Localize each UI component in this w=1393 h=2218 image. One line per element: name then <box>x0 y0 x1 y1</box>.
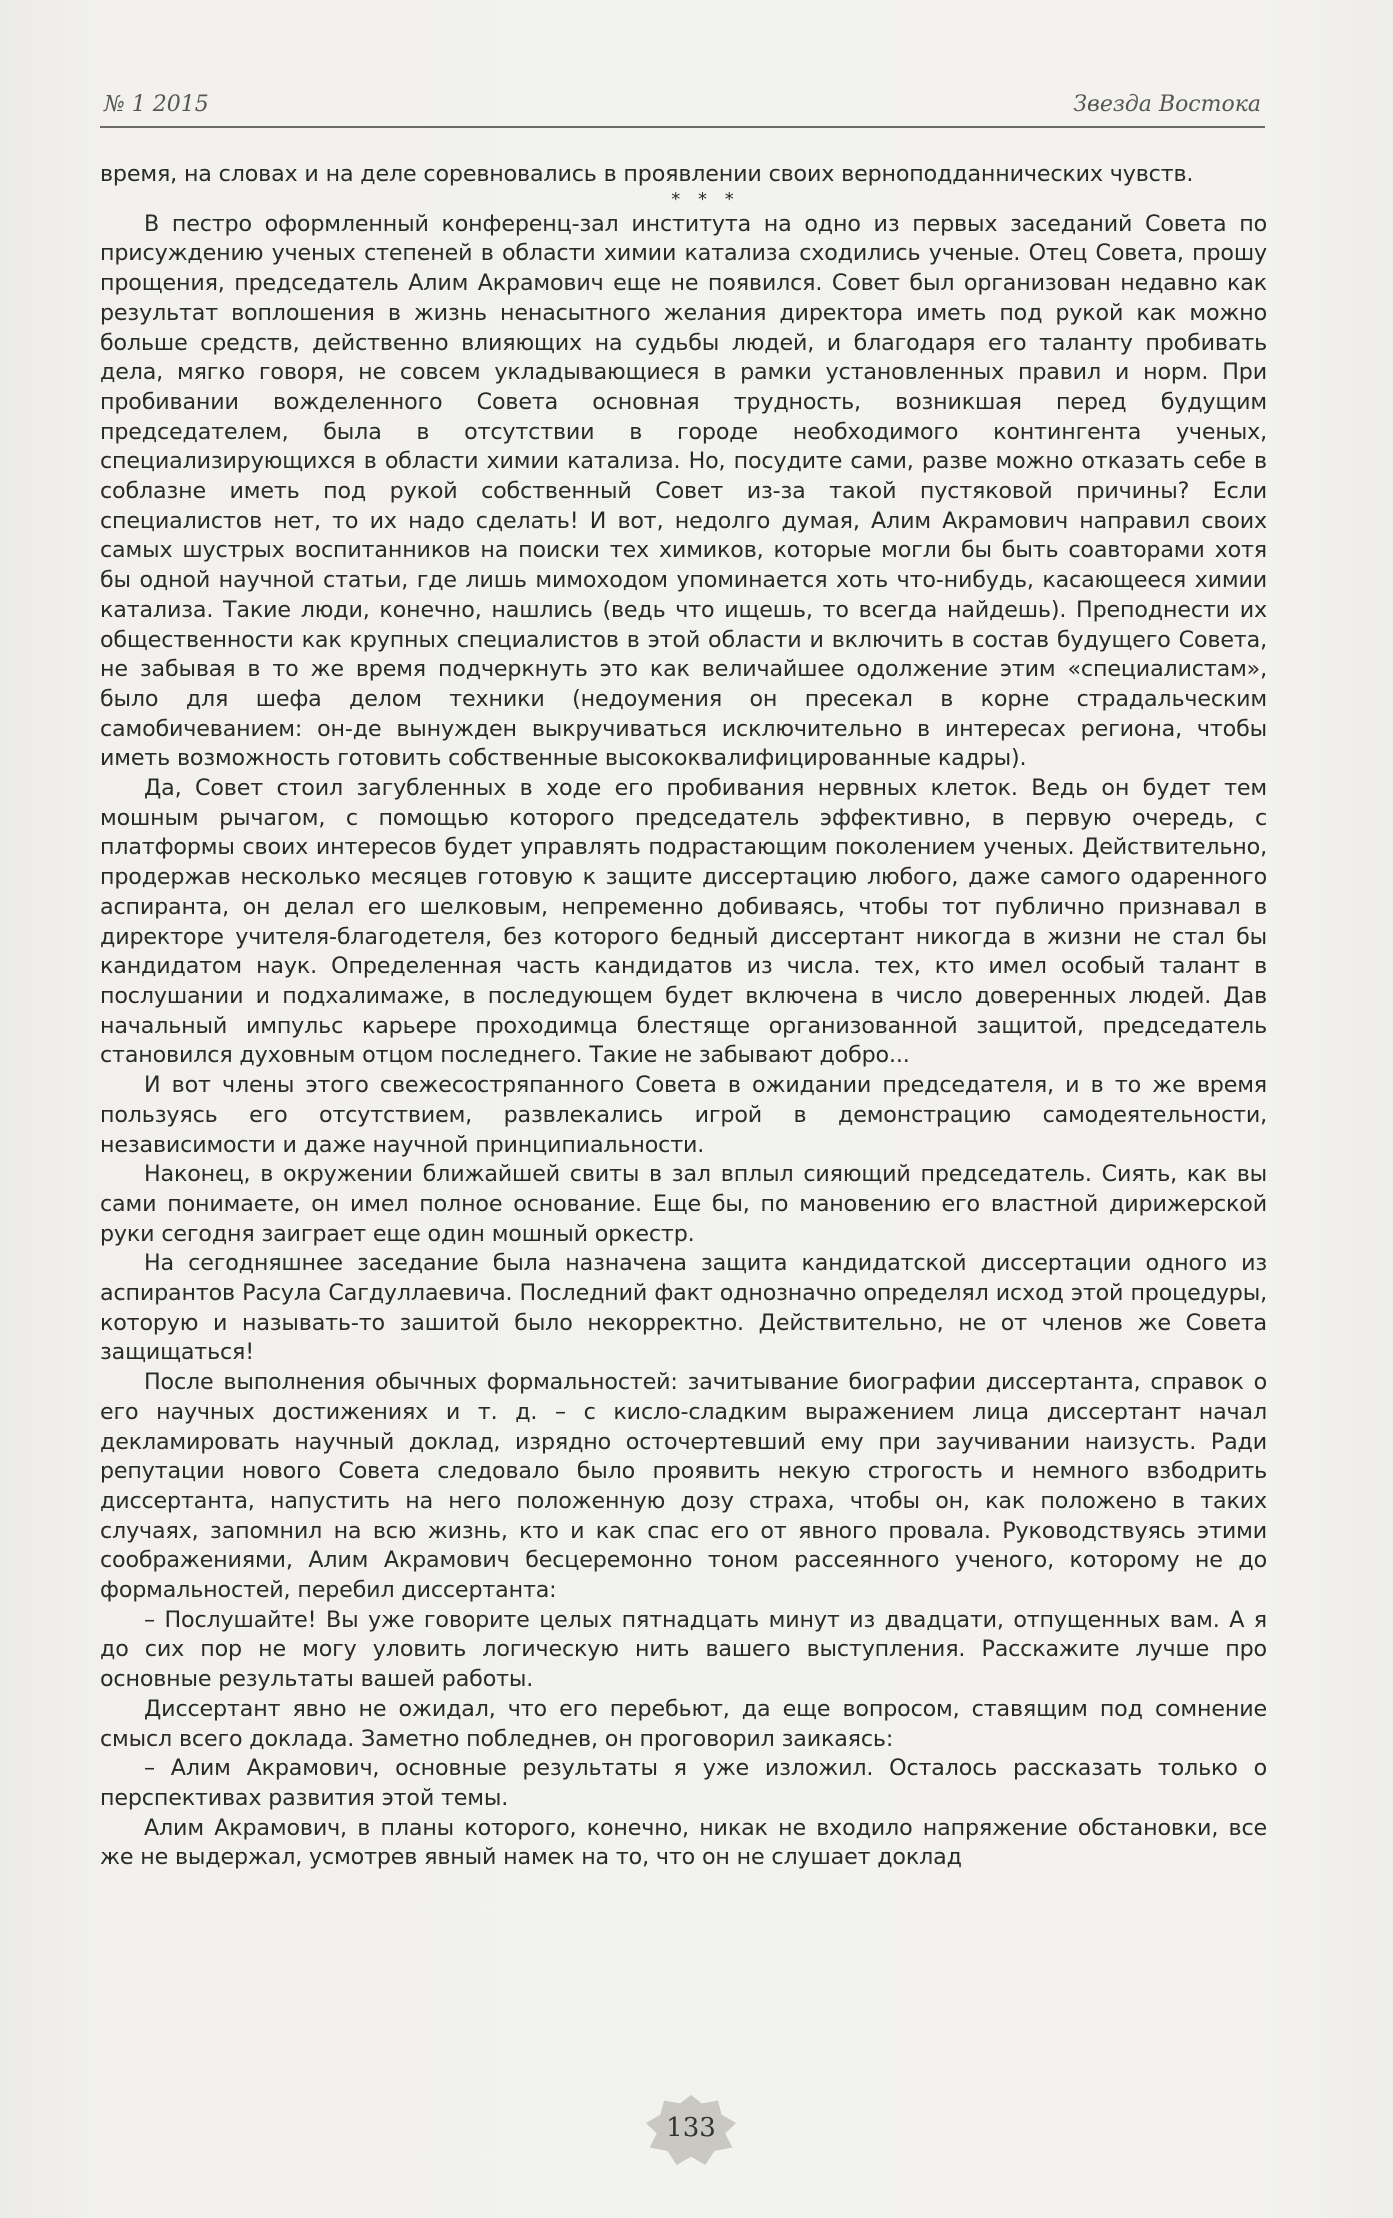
issue-number: № 1 2015 <box>104 92 209 117</box>
paragraph: – Послушайте! Вы уже говорите целых пятнадцать минут из двадцати, отпущенных вам. А я до сих пор не могу уловить логическую нить вашего выступления. Расскажите лучше про основные результаты вашей работы. <box>100 1606 1267 1693</box>
page-number: 133 <box>666 2113 716 2143</box>
page-number-badge <box>646 2095 736 2165</box>
paragraph: Алим Акрамович, в планы которого, конечно, никак не входило напряжение обстановки, все же не выдержал, усмотрев явный намек на то, что он не слушает доклад <box>100 1814 1267 1871</box>
paragraph: Наконец, в окружении ближайшей свиты в зал вплыл сияющий председатель. Сиять, как вы сами понимаете, он имел полное основание. Еще бы, по мановению его властной дирижерской руки сегодня заиграет еще один мошный оркестр. <box>100 1161 1267 1247</box>
paragraph: время, на словах и на деле соревновались в проявлении своих верноподданнических чувств. <box>100 161 1194 187</box>
paragraph: Диссертант явно не ожидал, что его перебьют, да еще вопросом, ставящим под сомнение смысл всего доклада. Заметно побледнев, он проговорил заикаясь: <box>100 1695 1267 1752</box>
paragraph: На сегодняшнее заседание была назначена защита кандидатской диссертации одного из аспирантов Расула Сагдуллаевича. Последний факт однозначно определял исход этой процедуры, которую и называть-то зашитой было некорректно. Действительно, не от членов же Совета защищаться! <box>100 1250 1267 1366</box>
journal-title: Звезда Востока <box>1073 92 1261 117</box>
article-body <box>100 160 1267 1873</box>
paragraph: После выполнения обычных формальностей: зачитывание биографии диссертанта, справок о его научных достижениях и т. д. – с кисло-сладким выражением лица диссертант начал декламировать научный доклад, изрядно осточертевший ему при заучивании наизусть. Ради репутации нового Совета следовало было проявить некую строгость и немного взбодрить диссертанта, напустить на него положенную дозу страха, чтобы он, как положено в таких случаях, запомнил на всю жизнь, кто и как спас его от явного провала. Руководствуясь этими соображениями, Алим Акрамович бесцеремонно тоном рассеянного ученого, которому не до формальностей, перебил диссертанта: <box>100 1369 1267 1604</box>
paragraph: И вот члены этого свежесостряпанного Совета в ожидании председателя, и в то же время пользуясь его отсутствием, развлекались игрой в демонстрацию самодеятельности, независимости и даже научной принципиальности. <box>100 1072 1267 1158</box>
paragraph: В пестро оформленный конференц-зал института на одно из первых заседаний Совета по присуждению ученых степеней в области химии катализа сходились ученые. Отец Совета, прошу прощения, председатель Алим Акрамович еще не появился. Совет был организован недавно как результат воплошения в жизнь ненасытного желания директора иметь под рукой как можно больше средств, действенно влияющих на судьбы людей, и благодаря его таланту пробивать дела, мягко говоря, не совсем укладывающиеся в рамки установленных правил и норм. При пробивании вожделенного Совета основная трудность, возникшая перед будущим председателем, была в отсутствии в городе необходимого контингента ученых, специализирующихся в области химии катализа. Но, посудите сами, разве можно отказать себе в соблазне иметь под рукой собственный Совет из-за такой пустяковой причины? Если специалистов нет, то их надо сделать! И вот, недолго думая, Алим Акрамович направил своих самых шустрых воспитанников на поиски тех химиков, которые могли бы быть соавторами хотя бы одной научной статьи, где лишь мимоходом упоминается хоть что-нибудь, касающееся химии катализа. Такие люди, конечно, нашлись (ведь что ищешь, то всегда найдешь). Преподнести их общественности как крупных специалистов в этой области и включить в состав будущего Совета, не забывая в то же время подчеркнуть это как величайшее одолжение этим «специалистам», было для шефа делом техники (недоумения он пресекал в корне страдальческим самобичеванием: он-де вынужден выкручиваться исключительно в интересах региона, чтобы иметь возможность готовить собственные высококвалифицированные кадры). <box>100 210 1267 772</box>
paragraph: Да, Совет стоил загубленных в ходе его пробивания нервных клеток. Ведь он будет тем мошным рычагом, с помощью которого председатель эффективно, в первую очередь, с платформы своих интересов будет управлять подрастающим поколением ученых. Действительно, продержав несколько месяцев готовую к защите диссертацию любого, даже самого одаренного аспиранта, он делал его шелковым, непременно добиваясь, чтобы тот публично признавал в директоре учителя-благодетеля, без которого бедный диссертант никогда в жизни не стал бы кандидатом наук. Определенная часть кандидатов из числа. тех, кто имел особый талант в послушании и подхалимаже, в последующем будет включена в число доверенных людей. Дав начальный импульс карьере проходимца блестяще организованной защитой, председатель становился духовным отцом последнего. Такие не забывают добро... <box>100 775 1267 1069</box>
section-separator: * * * <box>671 188 740 210</box>
paragraph: – Алим Акрамович, основные результаты я уже изложил. Осталось рассказать только о перспективах развития этой темы. <box>100 1755 1267 1811</box>
running-header <box>100 88 1265 128</box>
